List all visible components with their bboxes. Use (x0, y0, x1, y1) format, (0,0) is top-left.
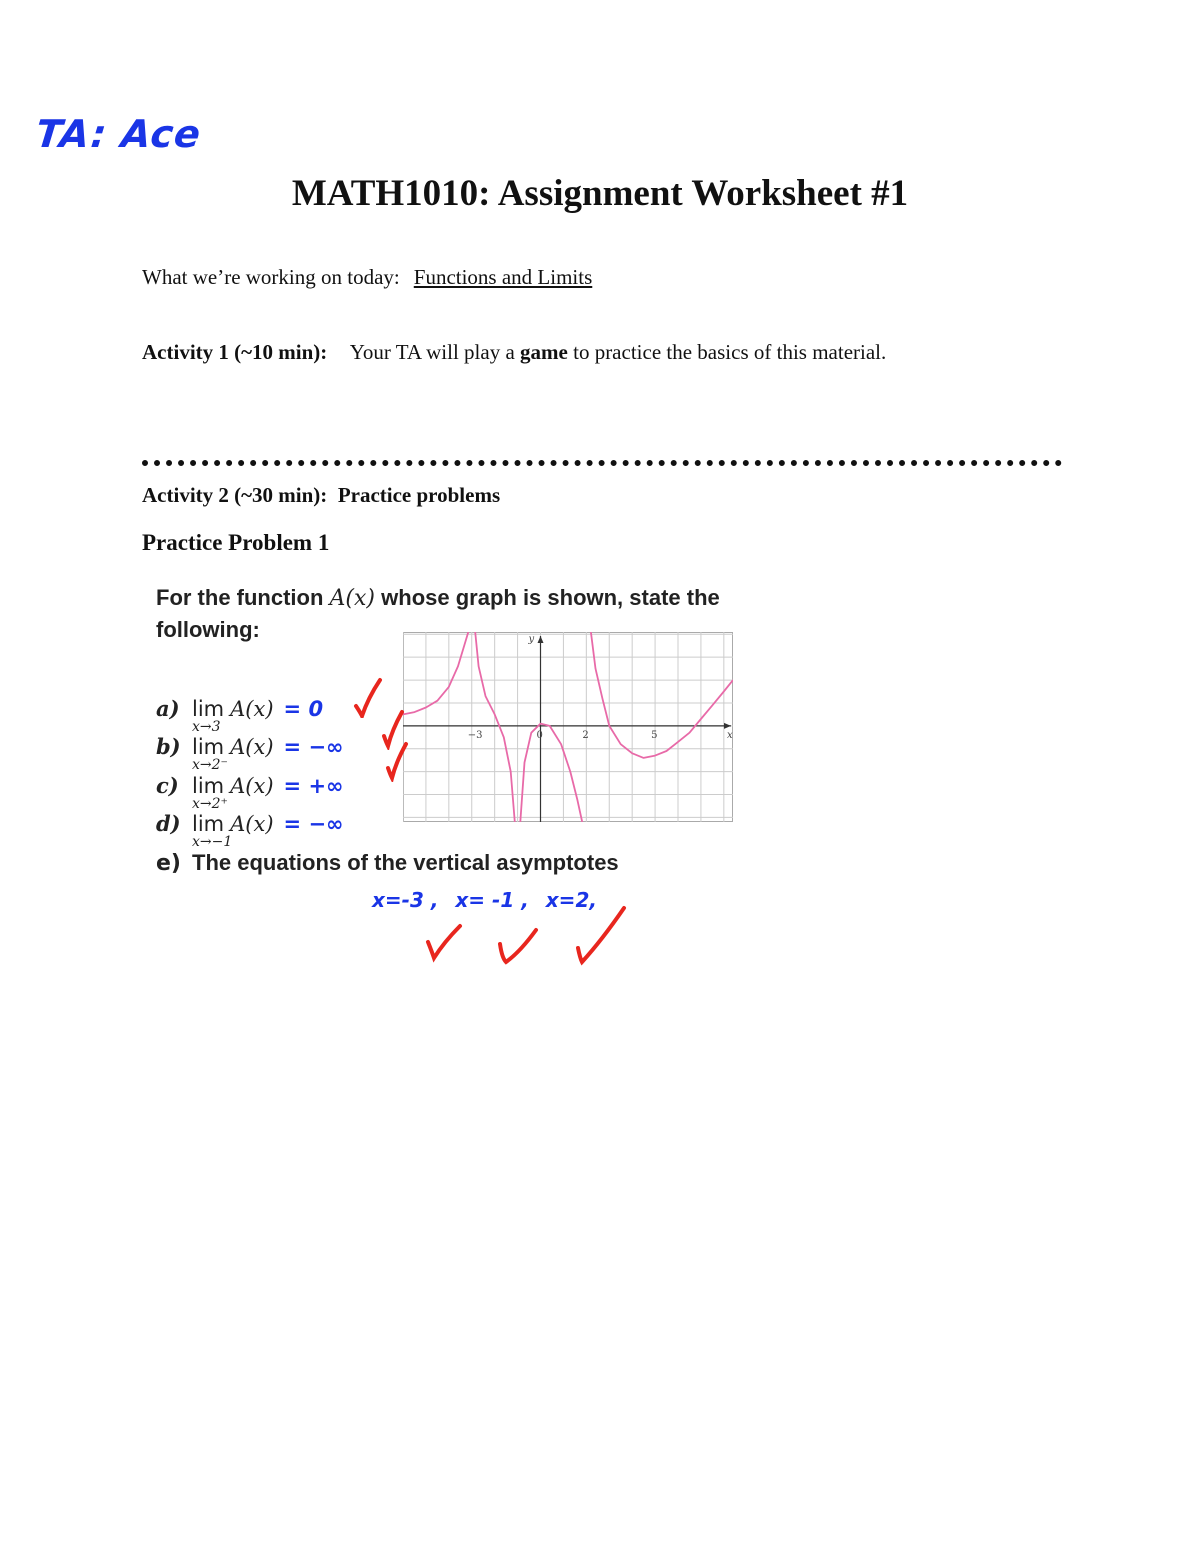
question-a (156, 696, 323, 736)
activity-2-text: Practice problems (337, 483, 501, 507)
asymptote-answers (372, 888, 607, 912)
asymptote-answer: x= -1 , (455, 888, 529, 912)
handwritten-answer: = −∞ (283, 735, 344, 759)
lim-word: lim (192, 812, 225, 836)
x-tick-label: 0 (536, 729, 543, 741)
handwritten-answer: = +∞ (283, 774, 344, 798)
x-axis-label: x (727, 729, 733, 741)
lim-word: lim (192, 697, 225, 721)
activity-1 (142, 340, 886, 365)
practice-problem-heading: Practice Problem 1 (142, 530, 330, 555)
prompt-line-2: following: (156, 617, 260, 642)
question-e (156, 850, 619, 876)
ta-handwritten-note: TA: Ace (33, 112, 204, 156)
topic-line (142, 265, 592, 290)
function-graph (403, 632, 733, 822)
check-mark-icon (574, 904, 628, 966)
check-mark-icon (384, 740, 410, 782)
prompt-function-name: A(x) (329, 586, 376, 611)
dotted-divider (142, 460, 1062, 466)
lim-word: lim (192, 774, 225, 798)
lim-subscript: x→3 (192, 719, 221, 735)
activity-1-label: Activity 1 (~10 min): (142, 340, 328, 364)
lim-subscript: x→2⁻ (192, 757, 228, 773)
activity-2-label: Activity 2 (~30 min): (142, 483, 328, 507)
question-letter: e) (156, 851, 181, 876)
x-tick-label: 5 (651, 729, 658, 741)
asymptote-answer: x=2, (545, 888, 597, 912)
lim-subscript: x→−1 (192, 834, 233, 850)
activity-1-text-before: Your TA will play a (349, 340, 515, 364)
page-title: MATH1010: Assignment Worksheet #1 (291, 173, 909, 214)
question-c (156, 773, 344, 813)
limit-expression: A(x) (230, 735, 274, 759)
graph-frame (404, 633, 733, 822)
activity-1-bold-word: game (520, 340, 568, 364)
question-letter: d) (156, 811, 181, 836)
check-mark-icon (496, 926, 540, 968)
question-letter: a) (156, 696, 180, 721)
topic-label: What we’re working on today: (142, 265, 400, 289)
check-mark-icon (424, 922, 464, 964)
handwritten-answer: = 0 (283, 697, 324, 721)
x-tick-label: 2 (582, 729, 589, 741)
activity-2 (142, 483, 500, 508)
question-b (156, 734, 344, 774)
limit-expression: A(x) (230, 812, 274, 836)
handwritten-answer: = −∞ (283, 812, 344, 836)
topic-value: Functions and Limits (413, 265, 593, 289)
limit-expression: A(x) (230, 774, 274, 798)
question-e-text: The equations of the vertical asymptotes (192, 850, 619, 875)
x-tick-label: −3 (467, 729, 483, 741)
question-d (156, 811, 344, 851)
lim-word: lim (192, 735, 225, 759)
limit-expression: A(x) (230, 697, 274, 721)
y-axis-label: y (528, 634, 535, 645)
asymptote-answer: x=-3 , (372, 888, 439, 912)
lim-subscript: x→2⁺ (192, 796, 228, 812)
question-letter: c) (156, 773, 179, 798)
prompt-before: For the function (156, 585, 324, 610)
activity-1-text-after: to practice the basics of this material. (573, 340, 887, 364)
prompt-after: whose graph is shown, state the (381, 585, 720, 610)
question-letter: b) (156, 734, 181, 759)
